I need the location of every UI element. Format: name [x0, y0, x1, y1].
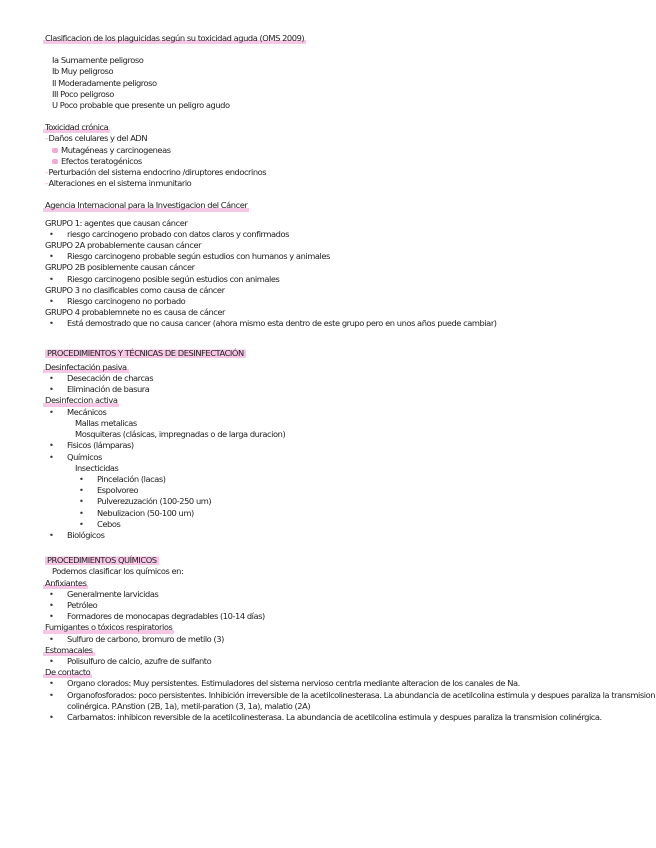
- group-detail: Riesgo carcinogeno no porbado: [67, 296, 186, 307]
- disinfection-title: PROCEDIMIENTOS Y TÉCNICAS DE DESINFECTACIÓN: [47, 347, 244, 358]
- dash-icon: -: [45, 133, 48, 144]
- group-label: GRUPO 4 probablemnete no es causa de cáncer: [45, 307, 226, 318]
- group-label: GRUPO 2B posiblemente causan cáncer: [45, 262, 195, 273]
- chemical-label: Químicos: [67, 451, 102, 462]
- title-line: [45, 33, 650, 44]
- insecticide-item: Nebulizacion (50-100 um): [97, 507, 194, 518]
- bullet-icon: •: [49, 451, 54, 462]
- bullet-icon: •: [49, 440, 54, 451]
- group-detail: riesgo carcinogeno probado con datos claros y confirmados: [67, 228, 289, 239]
- stomach-title: Estomacales: [45, 644, 93, 655]
- bullet-icon: •: [49, 611, 54, 622]
- bullet-icon: •: [49, 373, 54, 384]
- mechanical-item: Mallas metalicas: [75, 417, 137, 428]
- insecticide-item: Cebos: [97, 518, 121, 529]
- chronic-subitem: Mutagéneas y carcinogeneas: [61, 144, 171, 155]
- bullet-icon: •: [49, 678, 54, 689]
- bullet-icon: •: [49, 689, 54, 700]
- dash-icon: -: [45, 178, 48, 189]
- chronic-item: Perturbación del sistema endocrino /diruptores endocrinos: [48, 167, 267, 178]
- chronic-subitem: Efectos teratogénicos: [61, 155, 142, 166]
- bullet-icon: [52, 159, 58, 164]
- contact-item: Organofosforados: poco persistentes. Inhibición irreversible de la acetilcolinesterasa. La abundancia de acetilcolina estimula y despues paraliza la transmision colinérgica. P.Anstion (2B, 1a), metil-paration (3, 1a), malatio (2A): [67, 689, 656, 711]
- chemical-procs-title: PROCEDIMIENTOS QUÍMICOS: [47, 555, 157, 566]
- stomach-item: Polisulfuro de calcio, azufre de sulfanto: [67, 655, 212, 666]
- bullet-icon: •: [49, 318, 54, 329]
- bullet-icon: •: [49, 529, 54, 540]
- active-title: Desinfeccion activa: [45, 395, 118, 406]
- insecticide-item: Espolvoreo: [97, 485, 139, 496]
- chronic-item: Daños celulares y del ADN: [48, 133, 148, 144]
- bullet-icon: •: [79, 485, 84, 496]
- bullet-icon: •: [49, 711, 54, 722]
- dash-icon: -: [45, 167, 48, 178]
- larvicides-item: Petróleo: [67, 599, 98, 610]
- bullet-icon: •: [49, 633, 54, 644]
- fumigants-item: Sulfuro de carbono, bromuro de metilo (3): [67, 633, 224, 644]
- page-title: Clasificacion de los plaguicidas según su toxicidad aguda (OMS 2009): [45, 33, 305, 43]
- contact-item: Organo clorados: Muy persistentes. Estimuladores del sistema nervioso centrla mediante alteracion de los canales de Na.: [67, 678, 520, 689]
- chemical-intro: Podemos clasificar los químicos en:: [52, 566, 184, 577]
- bullet-icon: •: [49, 599, 54, 610]
- larvicides-item: Generalmente larvicidas: [67, 588, 159, 599]
- insecticides-label: Insecticidas: [75, 462, 119, 473]
- group-label: GRUPO 2A probablemente causan cáncer: [45, 240, 202, 251]
- contact-item: Carbamatos: inhibicon reversible de la acetilcolinesterasa. La abundancia de acetilcolina estimula y despues paraliza la transmision colinérgica.: [67, 711, 602, 722]
- bullet-icon: •: [49, 384, 54, 395]
- toxicity-classes: [45, 55, 650, 111]
- chronic-title: Toxicidad crónica: [45, 122, 109, 133]
- bullet-icon: •: [49, 655, 54, 666]
- bullet-icon: [52, 148, 58, 153]
- mechanical-label: Mecánicos: [67, 406, 107, 417]
- class-item: II Moderadamente peligroso: [52, 77, 157, 88]
- bullet-icon: •: [79, 507, 84, 518]
- physical-label: Fisicos (lámparas): [67, 440, 134, 451]
- agency-title: Agencia Internacional para la Investigacion del Cáncer: [45, 200, 248, 211]
- agency-section: [45, 200, 650, 329]
- bullet-icon: •: [49, 251, 54, 262]
- group-label: GRUPO 1: agentes que causan cáncer: [45, 217, 188, 228]
- larvicides-title: Anfixiantes: [45, 577, 87, 588]
- insecticide-item: Pincelación (lacas): [97, 473, 166, 484]
- bullet-icon: •: [49, 296, 54, 307]
- group-label: GRUPO 3 no clasificables como causa de cáncer: [45, 284, 225, 295]
- bullet-icon: •: [49, 273, 54, 284]
- bullet-icon: •: [79, 496, 84, 507]
- chronic-item: Alteraciones en el sistema inmunitario: [48, 178, 192, 189]
- larvicides-item: Formadores de monocapas degradables (10-14 días): [67, 611, 265, 622]
- fumigants-title: Fumigantes o tóxicos respiratorios: [45, 622, 173, 633]
- chemical-procs-section: [45, 555, 656, 723]
- class-item: U Poco probable que presente un peligro agudo: [52, 100, 230, 111]
- chronic-section: [45, 122, 650, 189]
- bullet-icon: •: [49, 588, 54, 599]
- class-item: III Poco peligroso: [52, 88, 114, 99]
- bullet-icon: •: [49, 228, 54, 239]
- passive-item: Eliminación de basura: [67, 384, 150, 395]
- bullet-icon: •: [79, 518, 84, 529]
- class-item: Ib Muy peligroso: [52, 66, 114, 77]
- group-detail: Riesgo carcinogeno probable según estudios con humanos y animales: [67, 251, 330, 262]
- class-item: Ia Sumamente peligroso: [52, 55, 144, 66]
- bullet-icon: •: [49, 406, 54, 417]
- biological-label: Biológicos: [67, 529, 105, 540]
- group-detail: Está demostrado que no causa cancer (ahora mismo esta dentro de este grupo pero en unos años puede cambiar): [67, 318, 497, 329]
- passive-item: Desecación de charcas: [67, 373, 154, 384]
- bullet-icon: •: [79, 473, 84, 484]
- insecticide-item: Pulverezuzación (100-250 um): [97, 496, 212, 507]
- passive-title: Desinfectación pasiva: [45, 361, 127, 372]
- group-detail: Riesgo carcinogeno posible según estudios con animales: [67, 273, 280, 284]
- disinfection-section: [45, 348, 650, 541]
- contact-title: De contacto: [45, 667, 91, 678]
- mechanical-item: Mosquiteras (clásicas, impregnadas o de larga duracion): [75, 429, 286, 440]
